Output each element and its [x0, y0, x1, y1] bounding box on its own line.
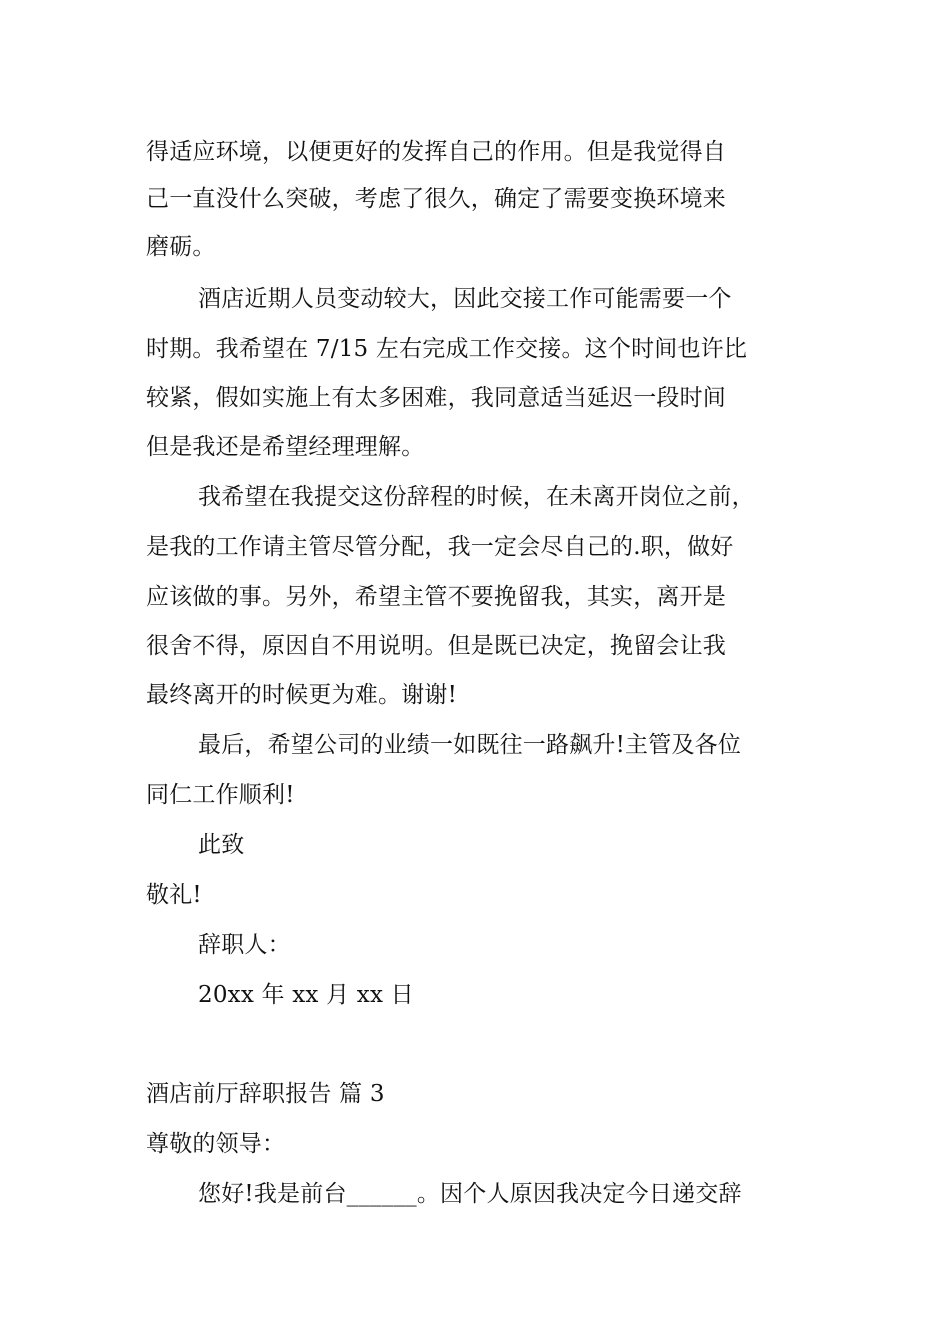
- section-heading: 酒店前厅辞职报告 篇 3: [146, 1081, 385, 1107]
- text-line: 最终离开的时候更为难。谢谢!: [146, 682, 458, 708]
- text-line: 己一直没什么突破，考虑了很久，确定了需要变换环境来: [146, 186, 726, 212]
- closing-regards: 敬礼!: [146, 882, 202, 908]
- text-line: 很舍不得，原因自不用说明。但是既已决定，挽留会让我: [146, 633, 726, 659]
- text-line: 应该做的事。另外，希望主管不要挽留我，其实，离开是: [146, 584, 726, 610]
- text-line: 时期。我希望在 7/15 左右完成工作交接。这个时间也许比: [146, 336, 748, 362]
- text-line: 较紧，假如实施上有太多困难，我同意适当延迟一段时间: [146, 385, 726, 411]
- text-line: 同仁工作顺利!: [146, 782, 295, 808]
- text-line: 是我的工作请主管尽管分配，我一定会尽自己的.职，做好: [146, 534, 734, 560]
- text-line: 最后，希望公司的业绩一如既往一路飙升!主管及各位: [198, 732, 742, 758]
- text-line: 但是我还是希望经理理解。: [146, 434, 425, 460]
- text-line: 酒店近期人员变动较大，因此交接工作可能需要一个: [198, 286, 732, 312]
- closing-salutation: 此致: [198, 832, 245, 858]
- date-line: 20xx 年 xx 月 xx 日: [198, 982, 414, 1008]
- text-line: 我希望在我提交这份辞程的时候，在未离开岗位之前，: [198, 484, 755, 510]
- text-line: 磨砺。: [146, 234, 216, 260]
- text-line: 您好!我是前台______。因个人原因我决定今日递交辞: [198, 1181, 742, 1207]
- signature-label: 辞职人：: [198, 932, 291, 958]
- letter-greeting: 尊敬的领导：: [146, 1131, 286, 1157]
- text-line: 得适应环境，以便更好的发挥自己的作用。但是我觉得自: [146, 139, 726, 165]
